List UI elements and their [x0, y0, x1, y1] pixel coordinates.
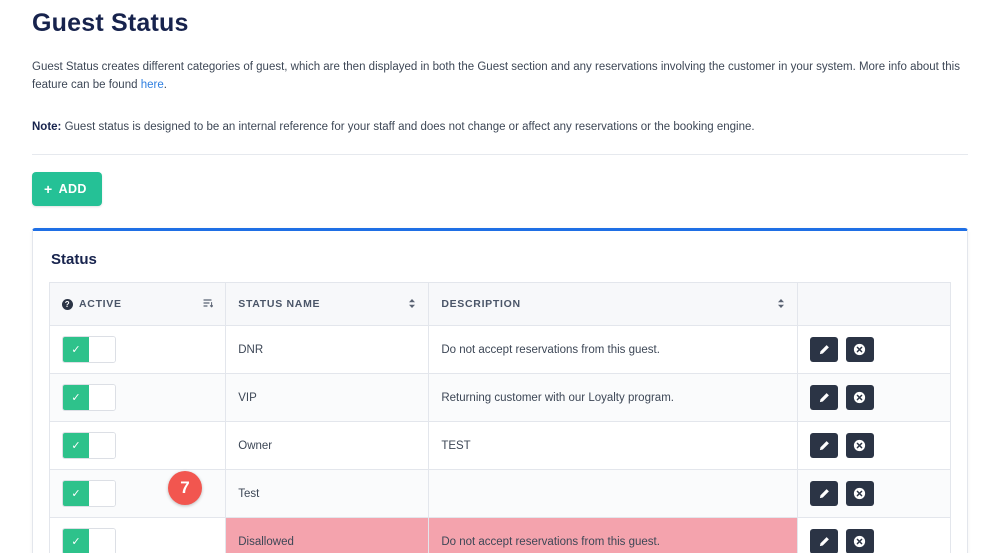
delete-circle-icon[interactable]: [846, 385, 874, 410]
table-row: [50, 422, 951, 470]
cell-description: [429, 470, 798, 518]
status-table: [49, 282, 951, 553]
cell-actions: [797, 374, 950, 422]
active-toggle[interactable]: [62, 432, 116, 459]
card-title: Status: [51, 251, 97, 268]
sort-asc-icon[interactable]: [203, 298, 213, 311]
pencil-icon[interactable]: [810, 337, 838, 362]
cell-description: Returning customer with our Loyalty program.: [429, 374, 798, 422]
page-title: Guest Status: [32, 9, 189, 37]
pencil-icon[interactable]: [810, 481, 838, 506]
question-mark-icon[interactable]: ?: [62, 299, 73, 310]
cell-active: [50, 518, 226, 553]
cell-active: [50, 422, 226, 470]
column-header-description[interactable]: [429, 283, 798, 326]
active-toggle[interactable]: [62, 528, 116, 553]
column-header-actions: [797, 283, 950, 326]
note-text: Guest status is designed to be an internal reference for your staff and does not change or affect any reservations or the booking engine.: [61, 121, 755, 133]
cell-description: Do not accept reservations from this guest.: [429, 326, 798, 374]
cell-active: [50, 374, 226, 422]
pencil-icon[interactable]: [810, 529, 838, 553]
note-paragraph: [32, 118, 968, 136]
check-icon: ✓: [63, 385, 89, 410]
cell-active: [50, 326, 226, 374]
cell-description: TEST: [429, 422, 798, 470]
annotation-marker: 7: [168, 471, 202, 505]
cell-status-name: DNR: [226, 326, 429, 374]
table-body: [50, 326, 951, 553]
delete-circle-icon[interactable]: [846, 481, 874, 506]
cell-actions: [797, 326, 950, 374]
active-toggle[interactable]: [62, 480, 116, 507]
column-header-status-name[interactable]: [226, 283, 429, 326]
delete-circle-icon[interactable]: [846, 433, 874, 458]
intro-text-after: .: [163, 79, 167, 91]
check-icon: ✓: [63, 433, 89, 458]
sort-both-icon[interactable]: [408, 298, 416, 311]
sort-both-icon[interactable]: [777, 298, 785, 311]
cell-status-name: Test: [226, 470, 429, 518]
active-toggle[interactable]: [62, 384, 116, 411]
section-divider: [32, 154, 968, 155]
table-row: [50, 374, 951, 422]
column-header-active[interactable]: [50, 283, 226, 326]
check-icon: ✓: [63, 337, 89, 362]
plus-icon: +: [44, 181, 53, 197]
pencil-icon[interactable]: [810, 385, 838, 410]
delete-circle-icon[interactable]: [846, 529, 874, 553]
active-toggle[interactable]: [62, 336, 116, 363]
column-label-description: DESCRIPTION: [441, 298, 521, 310]
pencil-icon[interactable]: [810, 433, 838, 458]
table-header-row: [50, 283, 951, 326]
table-row: [50, 518, 951, 553]
column-label-active: ACTIVE: [79, 298, 122, 310]
column-label-status-name: STATUS NAME: [238, 298, 321, 310]
check-icon: ✓: [63, 529, 89, 553]
check-icon: ✓: [63, 481, 89, 506]
cell-actions: [797, 422, 950, 470]
add-button-label: ADD: [58, 182, 87, 196]
intro-text-before: Guest Status creates different categories of guest, which are then displayed in both the Guest section and any reservations involving the customer in your system. More info about this feature can be found: [32, 61, 960, 91]
cell-status-name: Disallowed: [226, 518, 429, 553]
cell-actions: [797, 518, 950, 553]
status-card: [32, 228, 968, 553]
cell-status-name: VIP: [226, 374, 429, 422]
delete-circle-icon[interactable]: [846, 337, 874, 362]
cell-description: Do not accept reservations from this guest.: [429, 518, 798, 553]
intro-paragraph: [32, 58, 968, 94]
note-label: Note:: [32, 121, 62, 133]
table-row: [50, 326, 951, 374]
cell-status-name: Owner: [226, 422, 429, 470]
table-head: [50, 283, 951, 326]
cell-actions: [797, 470, 950, 518]
more-info-link[interactable]: here: [140, 79, 164, 91]
add-button[interactable]: [32, 172, 102, 206]
